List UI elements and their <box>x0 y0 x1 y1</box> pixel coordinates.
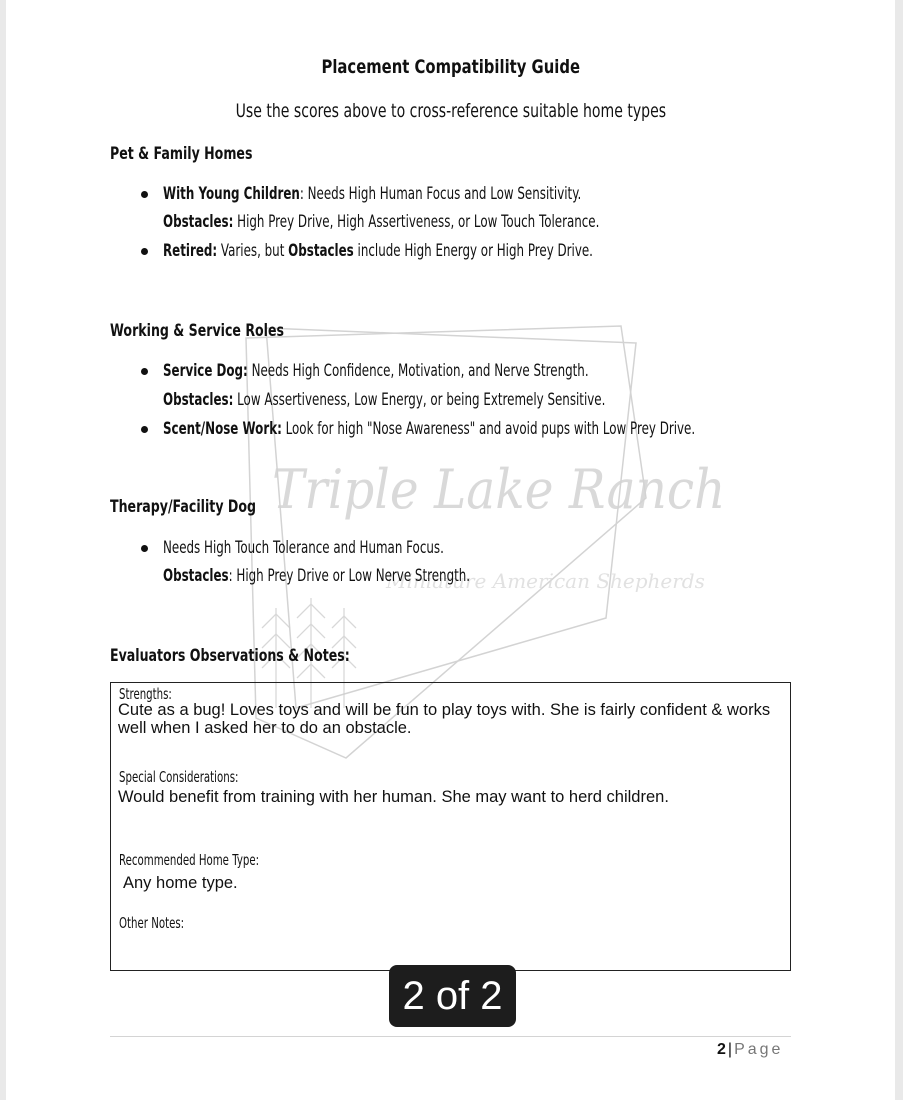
section-heading-pet-family: Pet & Family Homes <box>110 144 253 164</box>
list-item-retired: Retired: Varies, but Obstacles include High Energy or High Prey Drive. <box>163 241 593 260</box>
recommended-home-text[interactable]: Any home type. <box>123 874 238 892</box>
footer-divider <box>110 1036 791 1037</box>
bullet-icon <box>141 248 148 255</box>
recommended-home-label: Recommended Home Type: <box>119 851 260 869</box>
special-considerations-label: Special Considerations: <box>119 768 239 786</box>
other-notes-label: Other Notes: <box>119 914 185 932</box>
strengths-label: Strengths: <box>119 685 172 703</box>
list-item-therapy: Needs High Touch Tolerance and Human Focus. <box>163 538 444 557</box>
section-heading-therapy-facility: Therapy/Facility Dog <box>110 497 256 517</box>
special-considerations-text[interactable]: Would benefit from training with her human. She may want to herd children. <box>118 788 669 806</box>
list-item-scent-nose-work: Scent/Nose Work: Look for high "Nose Awareness" and avoid pups with Low Prey Drive. <box>163 419 696 438</box>
footer-page-number: 2 | Page <box>717 1041 784 1058</box>
bullet-icon <box>141 368 148 375</box>
strengths-text[interactable]: Cute as a bug! Loves toys and will be fun to play toys with. She is fairly confident & works well when I asked her to do an obstacle. <box>118 701 771 737</box>
list-item-therapy-obstacles: Obstacles: High Prey Drive or Low Nerve Strength. <box>163 566 471 585</box>
list-item-service-dog-obstacles: Obstacles: Low Assertiveness, Low Energy, or being Extremely Sensitive. <box>163 390 606 409</box>
watermark-sub-text: Miniature American Shepherds <box>386 569 705 593</box>
page-subtitle: Use the scores above to cross-reference suitable home types <box>235 100 666 122</box>
list-item-young-children: With Young Children: Needs High Human Focus and Low Sensitivity. <box>163 184 582 203</box>
list-item-service-dog: Service Dog: Needs High Confidence, Motivation, and Nerve Strength. <box>163 361 589 380</box>
notes-box <box>110 682 791 971</box>
notes-heading: Evaluators Observations & Notes: <box>110 646 350 666</box>
document-page <box>6 0 895 1100</box>
page-indicator-badge: 2 of 2 <box>389 965 516 1027</box>
bullet-icon <box>141 426 148 433</box>
bullet-icon <box>141 545 148 552</box>
list-item-young-children-obstacles: Obstacles: High Prey Drive, High Assertiveness, or Low Touch Tolerance. <box>163 212 600 231</box>
section-heading-working-service: Working & Service Roles <box>110 321 284 341</box>
watermark-main-text: Triple Lake Ranch <box>272 458 726 522</box>
bullet-icon <box>141 191 148 198</box>
page-title: Placement Compatibility Guide <box>321 56 580 78</box>
